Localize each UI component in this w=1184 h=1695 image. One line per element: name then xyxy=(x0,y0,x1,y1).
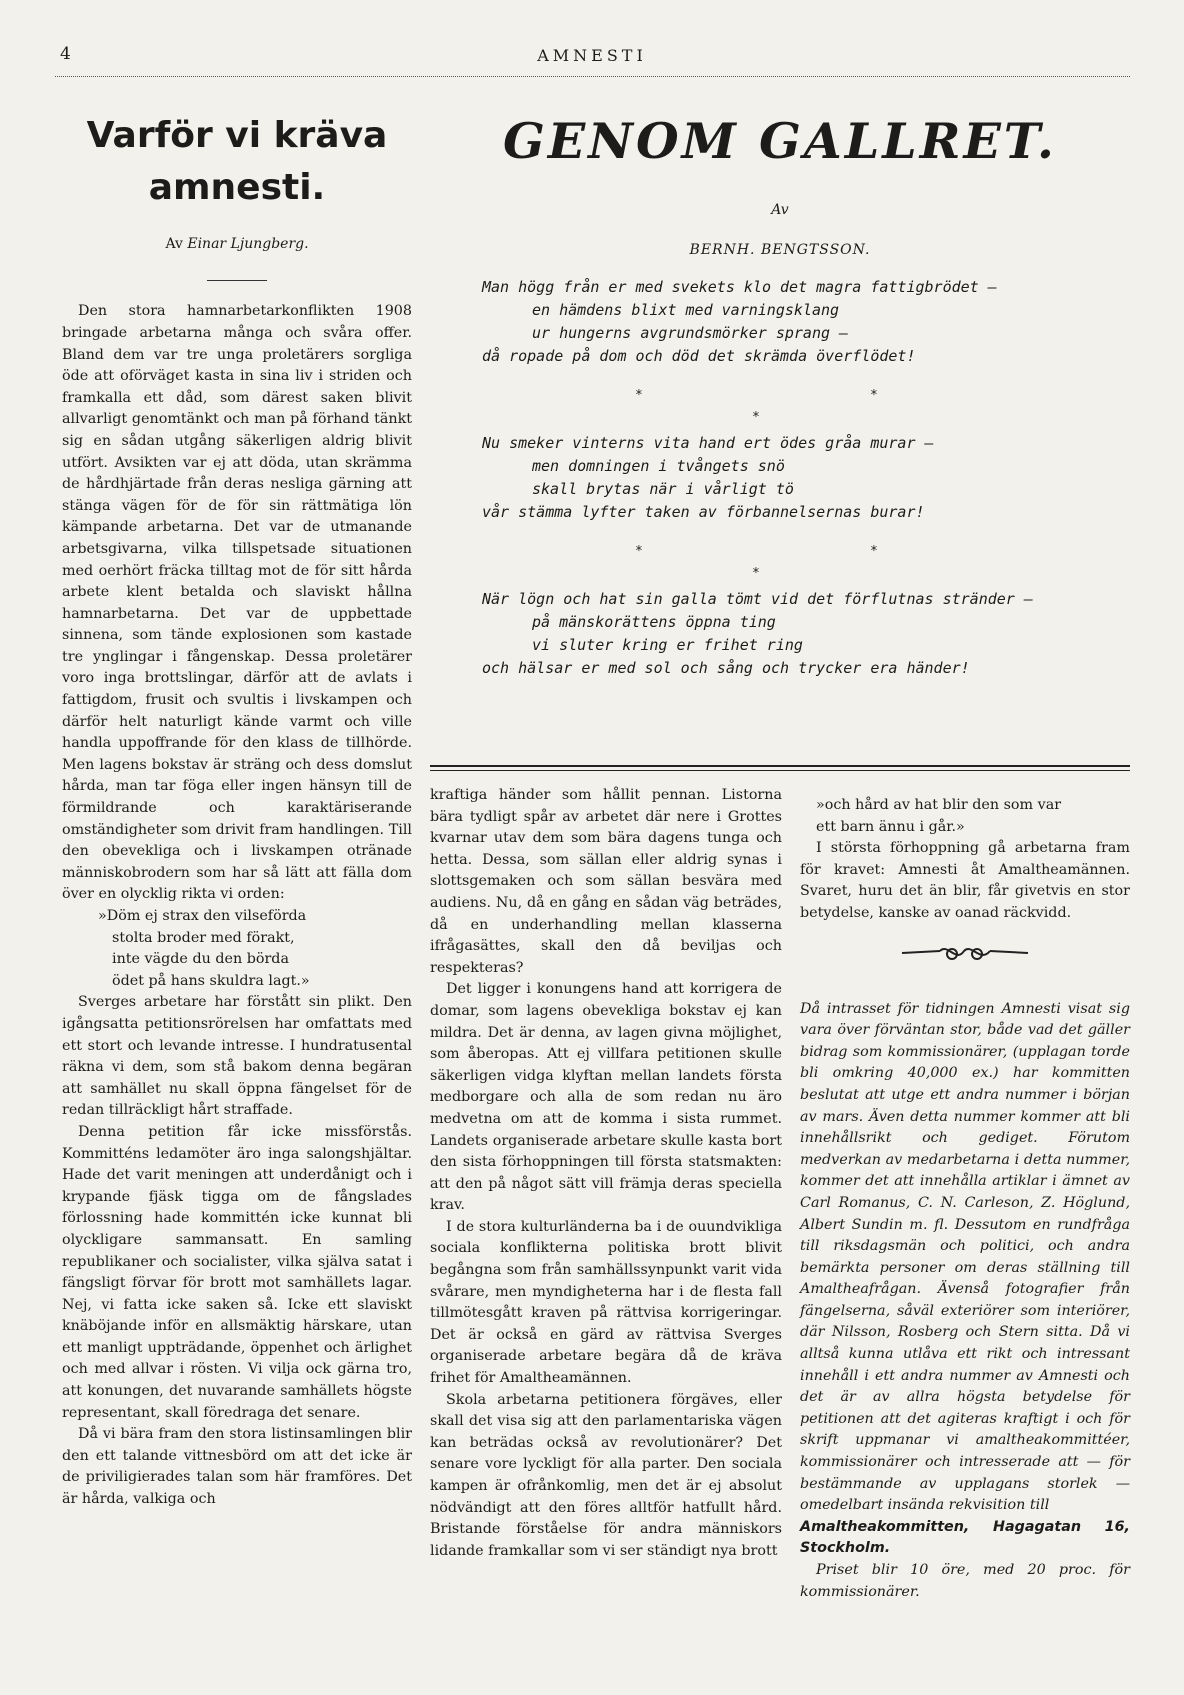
poem-line: vi sluter kring er frihet ring xyxy=(532,635,803,654)
quote-line: stolta broder med förakt, xyxy=(112,929,295,946)
title-divider xyxy=(207,280,267,281)
article-paragraph: Denna petition får icke missförstås. Kommitténs ledamöter äro inga salongshjältar. Hade det varit meningen att underdånigt och i krypande fjäsk tigga om de fångslades förlossning hade kommittén icke kunnat bli olyckligare sammansatt. En samling republikaner och socialister, vilka själva satat i fängsligt förvar för brott mot samhällets lagar. Nej, vi fatta icke saken så. Icke ett slaviskt knäböjande inför en allsmäktig härskare, utan ett manligt uppträdande, öppenhet och ärlighet och med allvar i rösten. Vi vilja ock gärna tro, att konungen, det nuvarande samhällets högste representant, skall föredraga det senare. xyxy=(62,1123,412,1421)
byline-prefix: Av xyxy=(165,236,183,253)
poem-line: då ropade på dom och död det skrämda överflödet! xyxy=(482,346,916,365)
poem-line: på mänskorättens öppna ting xyxy=(532,612,776,631)
poem-stanza xyxy=(430,276,1130,368)
poem-line: ur hungerns avgrundsmörker sprang — xyxy=(532,323,849,342)
poem-line: en hämdens blixt med varningsklang xyxy=(532,300,840,319)
poem-line: men domningen i tvångets snö xyxy=(532,456,785,475)
article-paragraph: Det ligger i konungens hand att korrigera de domar, som lagens obevekliga bokstav ej kan mildra. Det är denna, av lagen givna möjlighet, som åberopas. Att ej villfara petitionen skulle säkerligen vidga klyftan mellan landets första medborgare och alla de som redan nu äro medvetna om att de komma i sista rummet. Landets organiserade arbetare skulle kasta bort den sista förhoppningen till första statsmakten: att den på något sätt vill främja deras speciella krav. xyxy=(430,981,782,1214)
ornament-divider xyxy=(800,941,1130,971)
left-article xyxy=(62,110,412,1511)
header-rule xyxy=(55,76,1130,77)
price-text: Priset blir 10 öre, med 20 proc. för kommissionärer. xyxy=(800,1562,1130,1600)
article-paragraph: Då vi bära fram den stora listinsamlingen blir den ett talande vittnesbörd om att det icke är de priviligierades talan som här framföres. Det är hårda, valkiga och xyxy=(62,1426,412,1508)
poem-line: När lögn och hat sin galla tömt vid det förflutnas stränder — xyxy=(482,589,1033,608)
poem-line: och hälsar er med sol och sång och trycker era händer! xyxy=(482,658,970,677)
poem-stanza xyxy=(430,432,1130,524)
star-mark: * xyxy=(635,387,643,403)
section-rule xyxy=(430,765,1130,767)
poem-line: vår stämma lyfter taken av förbannelsernas burar! xyxy=(482,502,925,521)
notice-address: Amaltheakommitten, Hagagatan 16, Stockholm. xyxy=(800,1518,1130,1557)
right-column xyxy=(800,795,1130,1603)
poem-line: Man högg från er med svekets klo det magra fattigbrödet — xyxy=(482,277,997,296)
quote-line: ödet på hans skuldra lagt.» xyxy=(112,972,310,989)
star-mark: * xyxy=(752,565,760,581)
poem-title: GENOM GALLRET. xyxy=(502,112,1057,170)
poem-line: skall brytas när i vårligt tö xyxy=(532,479,794,498)
ornament-icon xyxy=(900,941,1030,965)
publication-header: AMNESTI xyxy=(537,46,647,65)
star-mark: * xyxy=(752,409,760,425)
article-paragraph: kraftiga händer som hållit pennan. Listorna bära tydligt spår av arbetet där nere i Grottes kvarnar utav dem som bära dagens tunga och hetta. Dessa, som sällan eller aldrig synas i slottsgemaken och som sällan besvära med audiens. Nu, då en gång en sådan väg beträdes, då en underhandling mellan klasserna ifrågasättes, skall den då beviljas och respekteras? xyxy=(430,787,782,976)
section-rule xyxy=(430,770,1130,771)
star-mark: * xyxy=(870,387,878,403)
poem-line: Nu smeker vinterns vita hand ert ödes gråa murar — xyxy=(482,433,934,452)
poem-stanza xyxy=(430,588,1130,680)
star-divider xyxy=(430,536,1130,588)
article-paragraph: Den stora hamnarbetarkonflikten 1908 bringade arbetarna många och svåra offer. Bland dem var tre unga proletärers sorgliga öde att oförväget kasta in sina liv i striden och framkalla ett dåd, som därest saken blivit allvarligt genomtänkt och man på förhand tänkt sig en sådan utgång säkerligen aldrig blivit utfört. Avsikten var ej att döda, utan skrämma de hårdhjärtade från deras nesliga gärning att stänga vägen för de för sin rättmätiga lön kämpande arbetarna. Det var de utmanande arbetsgivarna, vilka tillspetsade situationen med oerhört fräcka tilltag mot de för sitt hårda arbete klent betalda och slaviskt hållna hamnarbetarna. Det var de uppbettade sinnena, som tände explosionen som kastade tre ynglingar i fångenskap. Dessa proletärer voro inga brottslingar, därför att de avlats i fattigdom, frusit och svultis i livskampen och därför helt naturligt kände varmt och ville handla uppoffrande för den klass de tillhörde. Men lagens bokstav är sträng och dess domslut hårda, man tar föga eller ingen hänsyn till de förmildrande och karaktäriserande omständigheter som drivit fram handlingen. Till den obevekliga och i livskampen otränade människobrodern som har så lätt att fälla dom över en olycklig rikta vi orden: xyxy=(62,303,412,903)
article-paragraph: I största förhoppning gå arbetarna fram för kravet: Amnesti åt Amaltheamännen. Svaret, huru det än blir, får givetvis en stor betydelse, kanske av oanad räckvidd. xyxy=(800,840,1130,921)
quote-line: ett barn ännu i går.» xyxy=(816,818,965,835)
article-paragraph: Sverges arbetare har förstått sin plikt. Den igångsatta petitionsrörelsen har omfattats med ett stort och levande intresse. I hundratusental räkna vi dem, som stå bakom denna begäran att samhället nu skall öppna fängelset för de redan tillräckligt hårt straffade. xyxy=(62,994,412,1119)
star-mark: * xyxy=(870,543,878,559)
quote-line: »Döm ej strax den vilseförda xyxy=(98,908,307,924)
byline-name: Einar Ljungberg. xyxy=(187,236,309,253)
page-number: 4 xyxy=(60,44,71,64)
article-title: Varför vi kräva amnesti. xyxy=(86,115,388,209)
quote-line: »och hård av hat blir den som var xyxy=(816,797,1062,813)
article-paragraph: I de stora kulturländerna ba i de ouundvikliga sociala konflikterna politiska brott blivit begångna som från samhällssynpunkt varit vida svårare, men myndigheterna har i de flesta fall tillmötesgått kraven på rättvisa korrigeringar. Det är också en gärd av rättvisa Sverges organiserade arbetare begära då de kräva frihet för Amaltheamännen. xyxy=(430,1218,782,1387)
article-byline xyxy=(62,236,412,252)
star-divider xyxy=(430,380,1130,432)
article-paragraph: Skola arbetarna petitionera förgäves, eller skall det visa sig att den parlamentariska vägen kan beträdas också av revolutionärer? Det senare vore lyckligt för alla parter. Den sociala kampen är ofrånkomlig, men det är ej absolut nödvändigt att den föres alltför hatfullt hård. Bristande förståelse för andra människors lidande framkallar som vi ser ständigt nya brott xyxy=(430,1391,782,1559)
quote-line: inte vägde du den börda xyxy=(112,951,289,968)
poem-block xyxy=(430,110,1130,692)
poem-body xyxy=(430,276,1130,680)
star-mark: * xyxy=(635,543,643,559)
middle-column xyxy=(430,785,782,1562)
poem-author: BERNH. BENGTSSON. xyxy=(689,241,871,258)
notice-text: Då intrasset för tidningen Amnesti visat sig vara över förväntan stor, både vad det gäller bidrag som kommissionärer, (upplagan torde bli omkring 40,000 ex.) har kommitten beslutat att utge ett andra nummer i början av mars. Även detta nummer kommer att bli innehållsrikt och gediget. Förutom medverkan av medarbetarna i detta nummer, kommer det att innehålla artiklar i ämnet av Carl Romanus, C. N. Carleson, Z. Höglund, Albert Sundin m. fl. Dessutom en rundfråga till riksdagsmän och politici, och andra bemärkta personer om deras ställning till Amaltheafrågan. Ävenså fotografier från fängelserna, såväl exteriörer som interiörer, där Nilsson, Rosberg och Stern sitta. Då vi alltså kunna utlåva ett rikt och intressant innehåll i ett andra nummer av Amnesti och det är av allra högsta betydelse för petitionen att det agiteras kraftigt i och för skrift uppmanar vi amaltheakommittéer, kommissionärer och intresserade att — för bestämmande av upplagans storlek — omedelbart insända rekvisition till xyxy=(800,1000,1130,1514)
poem-by: Av xyxy=(771,201,789,218)
